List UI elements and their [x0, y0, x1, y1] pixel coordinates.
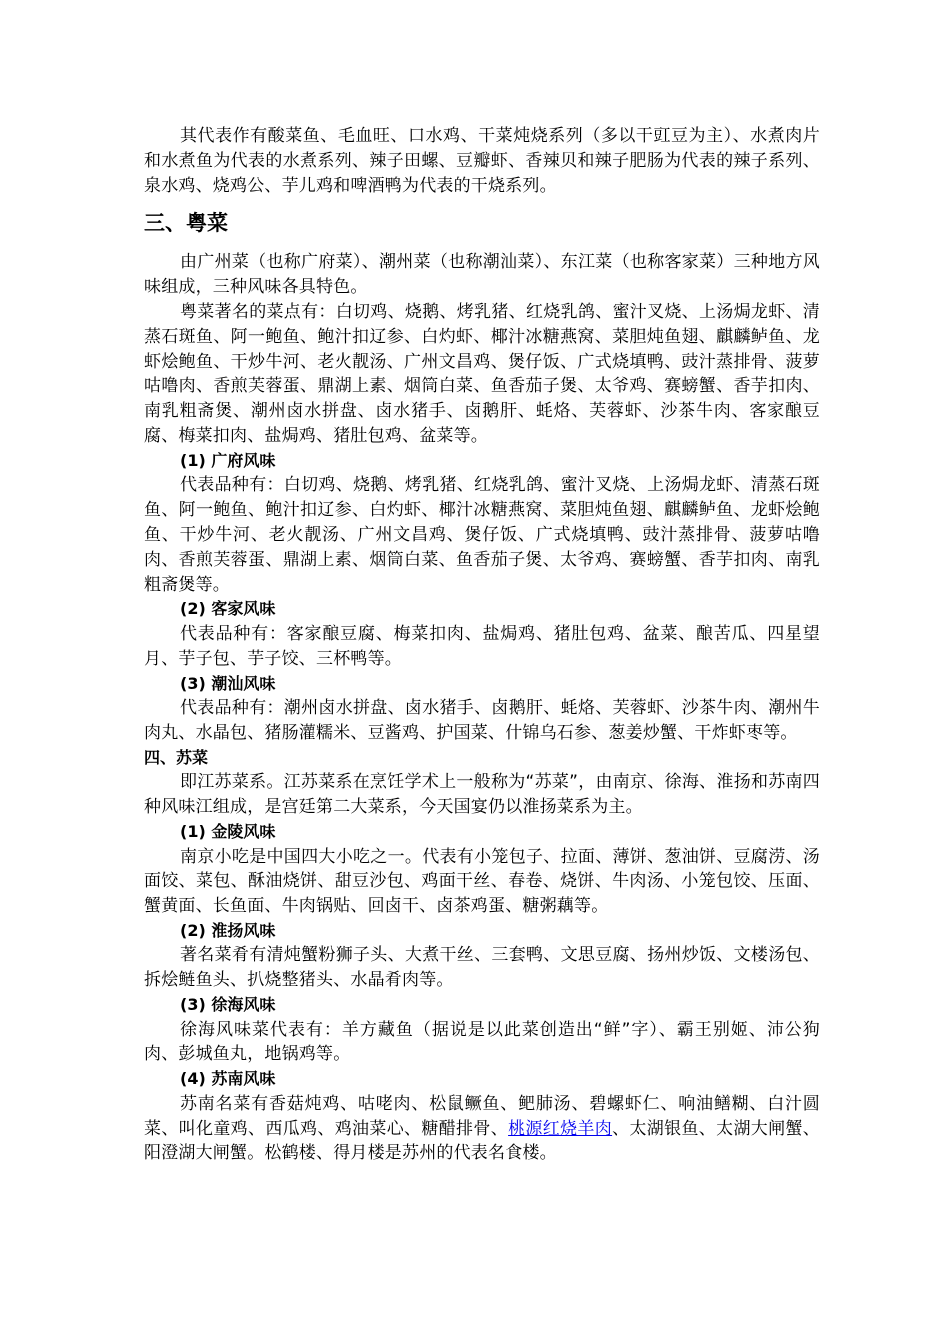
xuhai-paragraph: 徐海风味菜代表有：羊方藏鱼（据说是以此菜创造出“鲜”字）、霸王别姬、沛公狗肉、彭城鱼丸，地锅鸡等。 — [144, 1019, 820, 1065]
huaiyang-paragraph: 著名菜肴有清炖蟹粉狮子头、大煮干丝、三套鸭、文思豆腐、扬州炒饭、文楼汤包、拆烩鲢鱼头、扒烧整猪头、水晶肴肉等。 — [144, 945, 820, 991]
subheading-sunan: (4) 苏南风味 — [180, 1069, 276, 1089]
yue-famous-paragraph: 粤菜著名的菜点有：白切鸡、烧鹅、烤乳猪、红烧乳鸽、蜜汁叉烧、上汤焗龙虾、清蒸石斑鱼、阿一鲍鱼、鲍汁扣辽参、白灼虾、椰汁冰糖燕窝、菜胆炖鱼翅、麒麟鲈鱼、龙虾烩鲍鱼、干炒牛河、老火靓汤、广州文昌鸡、煲仔饭、广式烧填鸭、豉汁蒸排骨、菠萝咕噜肉、香煎芙蓉蛋、鼎湖上素、烟筒白菜、鱼香茄子煲、太爷鸡、赛螃蟹、香芋扣肉、南乳粗斋煲、潮州卤水拼盘、卤水猪手、卤鹅肝、蚝烙、芙蓉虾、沙茶牛肉、客家酿豆腐、梅菜扣肉、盐焗鸡、猪肚包鸡、盆菜等。 — [144, 301, 820, 446]
subheading-hakka: (2) 客家风味 — [180, 599, 276, 619]
subheading-guangfu: (1) 广府风味 — [180, 450, 276, 470]
sunan-text-part-b: 、太湖银鱼、太湖大闸蟹、阳澄湖大闸蟹。松鹤楼、得月楼是苏州的代表名食楼。 — [144, 1118, 821, 1164]
subheading-jinling: (1) 金陵风味 — [180, 821, 276, 841]
chaoshan-paragraph: 代表品种有：潮州卤水拼盘、卤水猪手、卤鹅肝、蚝烙、芙蓉虾、沙茶牛肉、潮州牛肉丸、水晶包、猪肠灌糯米、豆酱鸡、护国菜、什锦乌石参、葱姜炒蟹、干炸虾枣等。 — [144, 698, 820, 743]
subheading-xuhai: (3) 徐海风味 — [180, 995, 276, 1015]
su-intro-paragraph: 即江苏菜系。江苏菜系在烹饪学术上一般称为“苏菜”，由南京、徐海、淮扬和苏南四种风味江组成，是宫廷第二大菜系，今天国宴仍以淮扬菜系为主。 — [144, 772, 820, 818]
sunan-text-part-a: 苏南名菜有香菇炖鸡、咕咾肉、松鼠鳜鱼、鲃肺汤、碧螺虾仁、响油鳝糊、白汁圆菜、叫化童鸡、西瓜鸡、鸡油菜心、糖醋排骨、 — [144, 1093, 820, 1139]
jinling-paragraph: 南京小吃是中国四大小吃之一。代表有小笼包子、拉面、薄饼、葱油饼、豆腐涝、汤面饺、菜包、酥油烧饼、甜豆沙包、鸡面干丝、春卷、烧饼、牛肉汤、小笼包饺、压面、蟹黄面、长鱼面、牛肉锅贴、回卤干、卤茶鸡蛋、糖粥藕等。 — [144, 846, 820, 917]
heading-yue-cuisine: 三、粤菜 — [144, 211, 228, 236]
sichuan-tail-paragraph: 其代表作有酸菜鱼、毛血旺、口水鸡、干菜炖烧系列（多以干豇豆为主）、水煮肉片和水煮鱼为代表的水煮系列、辣子田螺、豆瓣虾、香辣贝和辣子肥肠为代表的辣子系列、泉水鸡、烧鸡公、芋儿鸡和啤酒鸭为代表的干烧系列。 — [144, 126, 820, 196]
subheading-chaoshan: (3) 潮汕风味 — [180, 673, 276, 693]
sunan-paragraph — [144, 1092, 820, 1166]
hakka-paragraph: 代表品种有：客家酿豆腐、梅菜扣肉、盐焗鸡、猪肚包鸡、盆菜、酿苦瓜、四星望月、芋子包、芋子饺、三杯鸭等。 — [144, 623, 820, 669]
heading-su-cuisine: 四、苏菜 — [144, 747, 209, 767]
yue-intro-paragraph: 由广州菜（也称广府菜）、潮州菜（也称潮汕菜）、东江菜（也称客家菜）三种地方风味组成，三种风味各具特色。 — [144, 252, 820, 298]
subheading-huaiyang: (2) 淮扬风味 — [180, 920, 276, 940]
guangfu-paragraph: 代表品种有：白切鸡、烧鹅、烤乳猪、红烧乳鸽、蜜汁叉烧、上汤焗龙虾、清蒸石斑鱼、阿一鲍鱼、鲍汁扣辽参、白灼虾、椰汁冰糖燕窝、菜胆炖鱼翅、麒麟鲈鱼、龙虾烩鲍鱼、干炒牛河、老火靓汤、广州文昌鸡、煲仔饭、广式烧填鸭、豉汁蒸排骨、菠萝咕噜肉、香煎芙蓉蛋、鼎湖上素、烟筒白菜、鱼香茄子煲、太爷鸡、赛螃蟹、香芋扣肉、南乳粗斋煲等。 — [144, 475, 820, 595]
taoyuan-lamb-link[interactable]: 桃源红烧羊肉 — [508, 1118, 613, 1139]
